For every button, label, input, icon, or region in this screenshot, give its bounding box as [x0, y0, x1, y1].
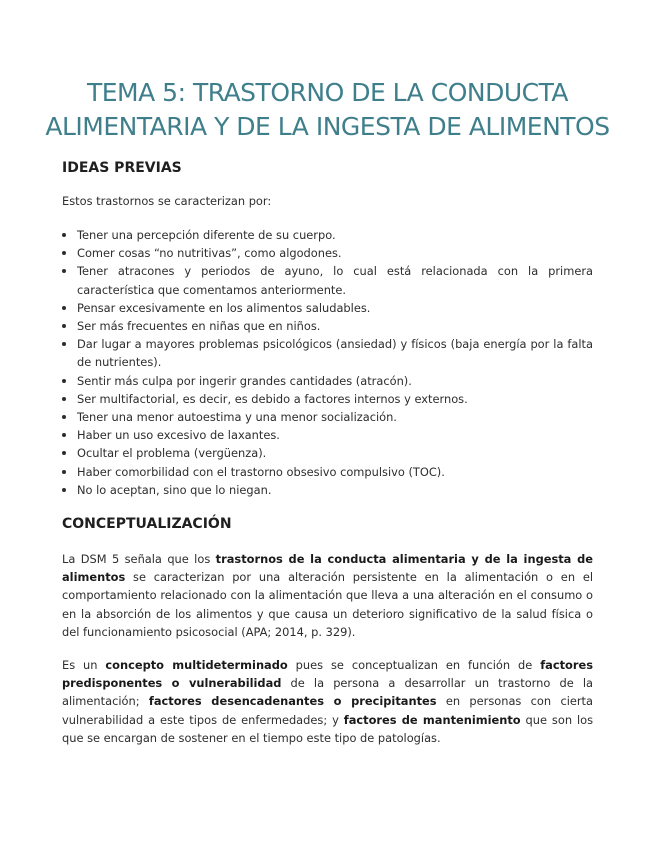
text-run: pues se conceptualizan en función de	[287, 658, 541, 672]
bullet-icon	[62, 342, 66, 346]
list-item-text: Tener una menor autoestima y una menor socialización.	[77, 410, 397, 425]
bold-term: concepto multideterminado	[105, 658, 288, 672]
list-item-text: Pensar excesivamente en los alimentos saludables.	[77, 300, 371, 315]
list-item	[62, 426, 593, 444]
bullet-icon	[62, 306, 66, 310]
list-item	[62, 244, 593, 262]
list-item	[62, 372, 593, 390]
list-item	[62, 463, 593, 481]
section-heading-ideas-previas: IDEAS PREVIAS	[62, 160, 182, 176]
list-item-text: Ser multifactorial, es decir, es debido a factores internos y externos.	[77, 391, 468, 406]
bullet-icon	[62, 251, 66, 255]
list-item	[62, 317, 593, 335]
text-run: que son los que se encargan de sostener en el tiempo este tipo de patologías.	[62, 712, 594, 745]
text-run: La DSM 5 señala que los	[62, 552, 216, 566]
list-item	[62, 262, 593, 298]
list-item	[62, 299, 593, 317]
bullet-icon	[62, 269, 66, 273]
list-item-text: Dar lugar a mayores problemas psicológicos (ansiedad) y físicos (baja energía por la falta de nutrientes).	[77, 337, 593, 370]
title-line-2: ALIMENTARIA Y DE LA INGESTA DE ALIMENTOS	[45, 112, 610, 141]
bold-term: factores de mantenimiento	[343, 712, 521, 727]
list-item-text: Ser más frecuentes en niñas que en niños.	[77, 319, 321, 334]
bold-term: factores predisponentes o vulnerabilidad	[62, 658, 593, 691]
bullet-icon	[62, 488, 66, 492]
list-item-text: Haber comorbilidad con el trastorno obsesivo compulsivo (TOC).	[77, 464, 445, 479]
list-item-text: Haber un uso excesivo de laxantes.	[77, 428, 280, 443]
bullet-icon	[62, 397, 66, 401]
bold-term: trastornos de la conducta alimentaria y de la ingesta de alimentos	[62, 552, 593, 585]
list-item-text: Ocultar el problema (vergüenza).	[77, 446, 267, 461]
text-run: Es un	[62, 658, 106, 672]
title-line-1: TEMA 5: TRASTORNO DE LA CONDUCTA	[86, 78, 569, 107]
list-item	[62, 444, 593, 462]
list-item	[62, 335, 593, 371]
section-heading-conceptualizacion: CONCEPTUALIZACIÓN	[62, 516, 232, 532]
list-item	[62, 226, 593, 244]
text-run: se caracterizan por una alteración persistente en la alimentación o en el comportamiento relacionado con la alimentación que lleva a una alteración en el consumo o en la absorción de los alimentos y que causa un deterioro significativo de la salud física o del funcionamiento psicosocial (APA; 2014, p. 329).	[62, 570, 593, 639]
bullet-icon	[62, 379, 66, 383]
list-item	[62, 408, 593, 426]
bullet-icon	[62, 433, 66, 437]
bullet-icon	[62, 324, 66, 328]
bullet-list	[62, 226, 593, 499]
list-item-text: No lo aceptan, sino que lo niegan.	[77, 482, 272, 497]
list-item-text: Sentir más culpa por ingerir grandes cantidades (atracón).	[77, 373, 412, 388]
bold-term: factores desencadenantes o precipitantes	[148, 694, 437, 709]
list-item-text: Comer cosas “no nutritivas”, como algodones.	[77, 246, 342, 261]
bullet-icon	[62, 233, 66, 237]
text-run: en personas con cierta vulnerabilidad a este tipos de enfermedades; y	[62, 694, 594, 727]
list-item	[62, 390, 593, 408]
bullet-icon	[62, 415, 66, 419]
paragraph-multideterminado	[62, 656, 593, 747]
text-run: de la persona a desarrollar un trastorno de la alimentación;	[62, 676, 593, 709]
bullet-icon	[62, 470, 66, 474]
list-item-text: Tener atracones y periodos de ayuno, lo cual está relacionada con la primera característica que comentamos anteriormente.	[77, 264, 593, 297]
list-item-text: Tener una percepción diferente de su cuerpo.	[77, 228, 336, 242]
bullet-icon	[62, 451, 66, 455]
section-intro: Estos trastornos se caracterizan por:	[62, 194, 272, 208]
paragraph-dsm5	[62, 550, 593, 641]
list-item	[62, 481, 593, 499]
